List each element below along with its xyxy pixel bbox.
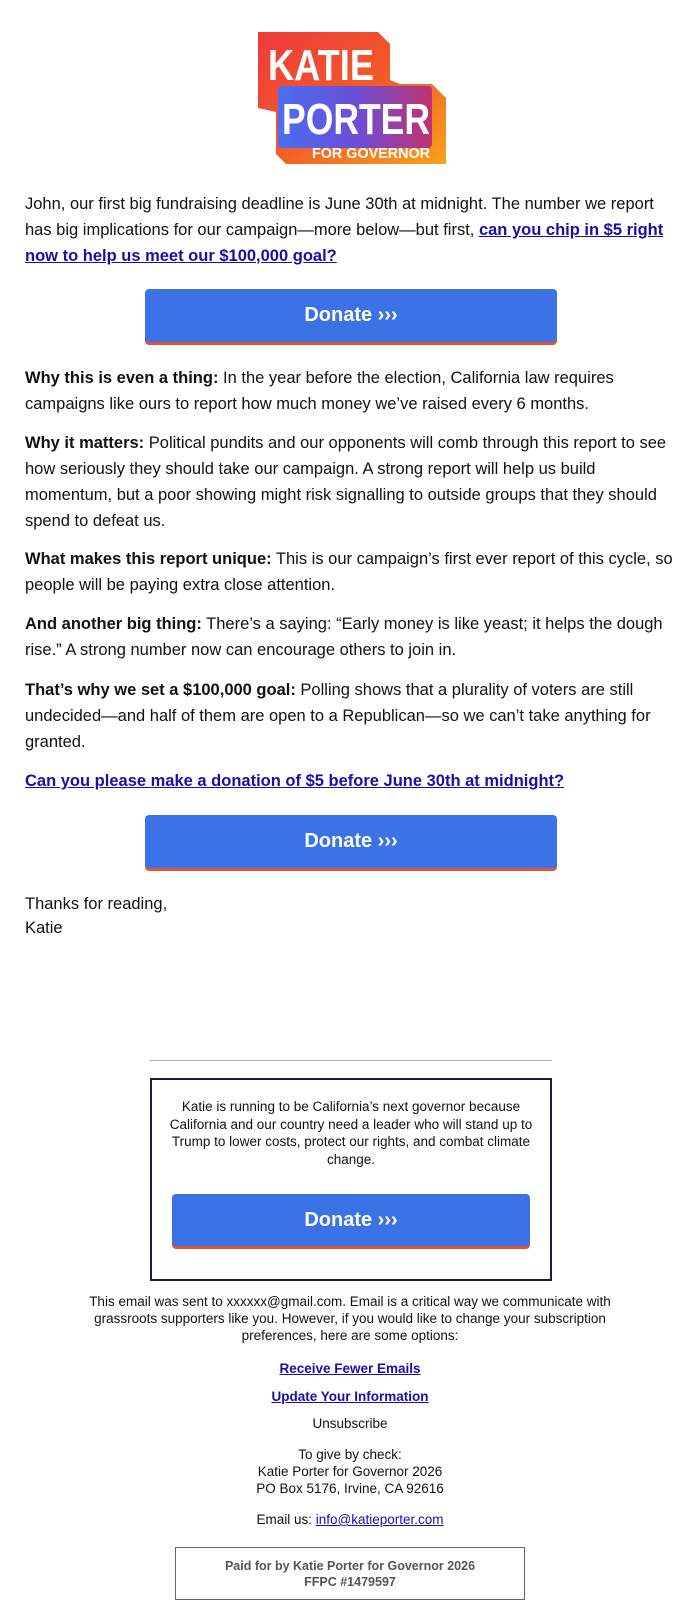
cta-paragraph: [25, 768, 675, 794]
section-heading: And another big thing:: [25, 615, 202, 633]
section-another-thing: [25, 611, 675, 663]
section-why-matters: [25, 430, 675, 534]
intro-text: John, our first big fundraising deadline is June 30th at midnight. The number we report has big implications for our campaign—more below—but first,: [25, 195, 654, 239]
section-heading: Why it matters:: [25, 434, 145, 452]
logo-line-katie: KATIE: [268, 41, 374, 90]
section-body: In the year before the election, California law requires campaigns like ours to report how much money we’ve raised every 6 months.: [25, 369, 614, 413]
unsubscribe-link[interactable]: Unsubscribe: [312, 1416, 388, 1431]
check-info: [60, 1446, 640, 1497]
logo-line-for-governor: FOR GOVERNOR: [312, 145, 431, 162]
email-us: [60, 1511, 640, 1528]
donate-button-box[interactable]: Donate ›››: [172, 1194, 530, 1246]
footer-sent-to: This email was sent to xxxxxx@gmail.com. Email is a critical way we communicate with grassroots supporters like you. However, if you would like to change your subscription preferences, here are some options:: [89, 1294, 611, 1343]
section-body: This is our campaign’s first ever report of this cycle, so people will be paying extra close attention.: [25, 550, 673, 594]
signoff: [25, 892, 675, 940]
section-goal: [25, 677, 675, 755]
receive-fewer-emails-link[interactable]: Receive Fewer Emails: [279, 1361, 421, 1376]
signoff-thanks: Thanks for reading,: [25, 895, 168, 913]
paid-for-text: Paid for by Katie Porter for Governor 2026: [224, 1558, 476, 1573]
candidate-info-text: Katie is running to be California’s next governor because California and our country need a leader who will stand up to Trump to lower costs, protect our rights, and combat climate change.: [169, 1099, 533, 1167]
section-heading: Why this is even a thing:: [25, 369, 219, 387]
section-body: There’s a saying: “Early money is like yeast; it helps the dough rise.” A strong number now can encourage others to join in.: [25, 615, 663, 659]
logo-line-porter: PORTER: [282, 95, 430, 144]
footer-divider: [150, 1060, 552, 1061]
email-link[interactable]: info@katieporter.com: [315, 1512, 444, 1527]
donate-button-top[interactable]: Donate ›››: [145, 289, 557, 342]
check-address: PO Box 5176, Irvine, CA 92616: [256, 1481, 444, 1496]
intro-donate-link[interactable]: can you chip in $5 right now to help us meet our $100,000 goal?: [25, 221, 664, 265]
email-label: Email us:: [256, 1512, 316, 1527]
campaign-logo: [0, 28, 700, 174]
section-heading: What makes this report unique:: [25, 550, 272, 568]
intro-paragraph: [25, 191, 675, 269]
section-report-unique: [25, 546, 675, 598]
check-label: To give by check:: [298, 1447, 402, 1462]
check-name: Katie Porter for Governor 2026: [257, 1464, 443, 1479]
paid-for-disclaimer: [175, 1547, 525, 1600]
section-body: Polling shows that a plurality of voters are still undecided—and half of them are open to a Republican—so we can’t take anything for granted.: [25, 681, 651, 751]
section-heading: That’s why we set a $100,000 goal:: [25, 681, 296, 699]
signoff-name: Katie: [25, 919, 63, 937]
section-body: Political pundits and our opponents will comb through this report to see how seriously they should take our campaign. A strong report will help us build momentum, but a poor showing might risk signalling to outside groups that they should spend to defeat us.: [25, 434, 667, 530]
cta-donate-link[interactable]: Can you please make a donation of $5 before June 30th at midnight?: [25, 772, 565, 790]
update-information-link[interactable]: Update Your Information: [271, 1389, 429, 1404]
section-why-thing: [25, 365, 675, 417]
logo-graphic: [250, 28, 450, 168]
ffpc-number: FFPC #1479597: [304, 1574, 396, 1589]
candidate-info-box: [150, 1078, 552, 1281]
donate-button-middle[interactable]: Donate ›››: [145, 815, 557, 868]
